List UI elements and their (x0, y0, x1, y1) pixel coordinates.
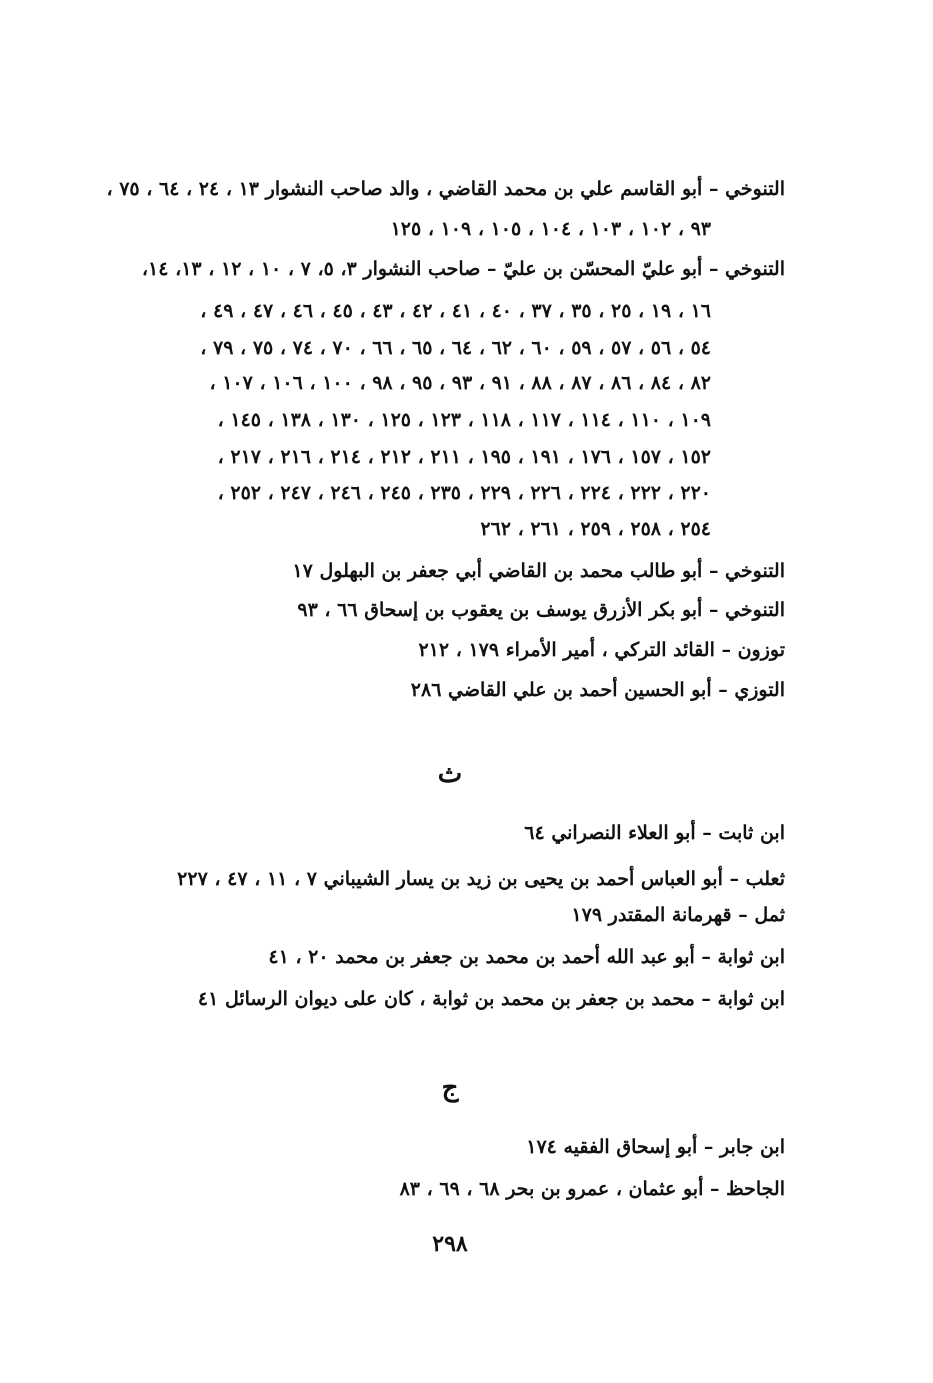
index-entry-continuation: ١٠٩ ، ١١٠ ، ١١٤ ، ١١٧ ، ١١٨ ، ١٢٣ ، ١٢٥ ، ١٣٠ ، ١٣٨ ، ١٤٥ ، (217, 409, 711, 431)
entry-name: ثمل – قهرمانة المقتدر (608, 904, 785, 926)
entry-name: ابن ثابت – أبو العلاء النصراني (551, 822, 785, 844)
index-entry-continuation: ٢٢٠ ، ٢٢٢ ، ٢٢٤ ، ٢٢٦ ، ٢٢٩ ، ٢٣٥ ، ٢٤٥ ، ٢٤٦ ، ٢٤٧ ، ٢٥٢ ، (217, 482, 711, 504)
entry-name: التنوخي – أبو عليّ المحسّن بن عليّ – صاحب النشوار (363, 258, 785, 280)
index-entry (297, 597, 785, 623)
entry-name: ابن ثوابة – أبو عبد الله أحمد بن محمد بن جعفر بن محمد (335, 946, 785, 968)
index-entry-continuation: ٩٣ ، ١٠٢ ، ١٠٣ ، ١٠٤ ، ١٠٥ ، ١٠٩ ، ١٢٥ (390, 218, 711, 240)
index-entry (268, 944, 785, 970)
section-letter-jim: ج (441, 1073, 459, 1103)
entry-name: التنوخي – أبو بكر الأزرق يوسف بن يعقوب بن إسحاق (364, 599, 785, 621)
index-entry (177, 866, 785, 892)
entry-pages: ٢٨٦ (410, 679, 442, 701)
entry-pages: ٢٠ ، ٤١ (268, 946, 329, 968)
index-entry-continuation: ٨٢ ، ٨٤ ، ٨٦ ، ٨٧ ، ٨٨ ، ٩١ ، ٩٣ ، ٩٥ ، ٩٨ ، ١٠٠ ، ١٠٦ ، ١٠٧ ، (209, 372, 711, 394)
section-letter-tha: ث (437, 759, 463, 789)
index-entry (142, 256, 785, 282)
index-entry-continuation: ٢٥٤ ، ٢٥٨ ، ٢٥٩ ، ٢٦١ ، ٢٦٢ (480, 518, 711, 540)
index-entry (292, 558, 785, 584)
entry-pages: ٦٦ ، ٩٣ (297, 599, 358, 621)
entry-pages: ١٧ (292, 560, 313, 582)
entry-pages: ١٧٤ (526, 1136, 557, 1158)
index-entry (418, 637, 785, 663)
entry-name: ثعلب – أبو العباس أحمد بن يحيى بن زيد بن يسار الشيباني (323, 868, 785, 890)
index-entry (526, 1134, 785, 1160)
index-entry (400, 1176, 785, 1202)
index-entry (571, 902, 785, 928)
entry-pages: ٦٨ ، ٦٩ ، ٨٣ (399, 1178, 500, 1200)
entry-name: التنوخي – أبو طالب محمد بن القاضي أبي جعفر بن البهلول (319, 560, 785, 582)
entry-pages: ٧ ، ١١ ، ٤٧ ، ٢٢٧ (177, 868, 317, 890)
entry-pages: ١٧٩ (571, 904, 603, 926)
index-entry (411, 677, 785, 703)
entry-pages: ٣، ٥، ٧ ، ١٠ ، ١٢ ، ١٣، ١٤، (141, 258, 357, 280)
entry-pages: ٦٤ (524, 822, 545, 844)
entry-pages: ١٣ ، ٢٤ ، ٦٤ ، ٧٥ ، (106, 178, 260, 200)
entry-name: الجاحظ – أبو عثمان ، عمرو بن بحر (506, 1178, 785, 1200)
index-entry (524, 820, 785, 846)
entry-pages: ٤١ (197, 988, 219, 1010)
page-number: ٢٩٨ (432, 1231, 468, 1257)
index-entry-continuation: ٥٤ ، ٥٦ ، ٥٧ ، ٥٩ ، ٦٠ ، ٦٢ ، ٦٤ ، ٦٥ ، ٦٦ ، ٧٠ ، ٧٤ ، ٧٥ ، ٧٩ ، (200, 337, 711, 359)
entry-name: توزون – القائد التركي ، أمير الأمراء (505, 639, 785, 661)
index-entry-continuation: ١٦ ، ١٩ ، ٢٥ ، ٣٥ ، ٣٧ ، ٤٠ ، ٤١ ، ٤٢ ، ٤٣ ، ٤٥ ، ٤٦ ، ٤٧ ، ٤٩ ، (200, 300, 711, 322)
entry-name: التوزي – أبو الحسين أحمد بن علي القاضي (448, 679, 785, 701)
entry-name: ابن ثوابة – محمد بن جعفر بن محمد بن ثوابة ، كان على ديوان الرسائل (224, 988, 785, 1010)
index-entry (198, 986, 785, 1012)
index-entry-continuation: ١٥٢ ، ١٥٧ ، ١٧٦ ، ١٩١ ، ١٩٥ ، ٢١١ ، ٢١٢ ، ٢١٤ ، ٢١٦ ، ٢١٧ ، (217, 446, 711, 468)
index-entry (106, 176, 785, 202)
entry-name: التنوخي – أبو القاسم علي بن محمد القاضي ، والد صاحب النشوار (265, 178, 785, 200)
entry-pages: ١٧٩ ، ٢١٢ (418, 639, 500, 661)
entry-name: ابن جابر – أبو إسحاق الفقيه (563, 1136, 785, 1158)
